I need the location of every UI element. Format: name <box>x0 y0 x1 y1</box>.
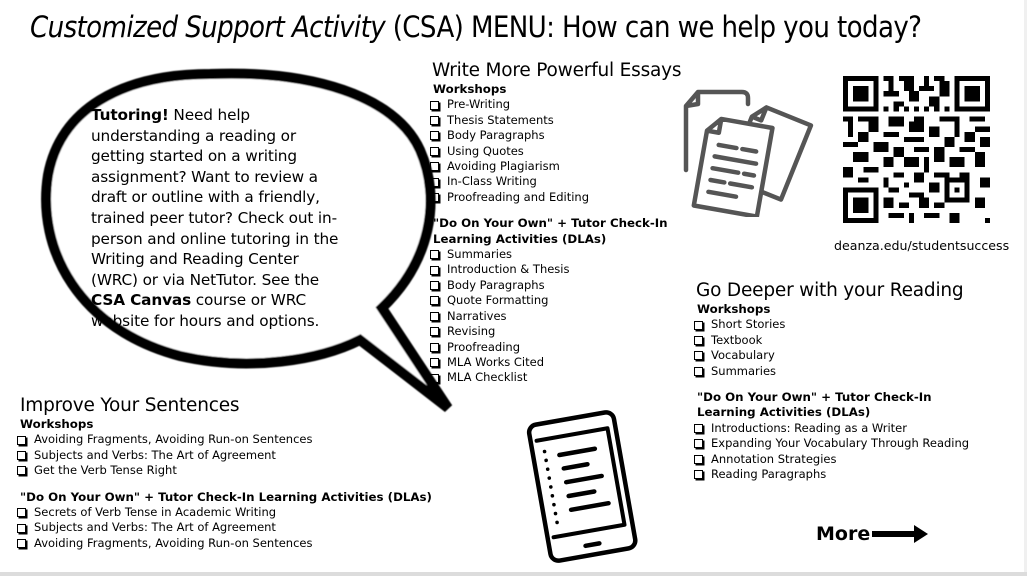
qr-url[interactable]: deanza.edu/studentsuccess <box>834 238 1010 253</box>
checkbox-icon[interactable] <box>17 508 26 517</box>
reading-workshops-label: Workshops <box>697 302 771 316</box>
list-item[interactable]: Proofreading <box>429 340 681 355</box>
sentences-dla-list <box>16 505 432 551</box>
checkbox-icon[interactable] <box>430 358 439 367</box>
sentences-workshops-list <box>16 432 432 478</box>
checkbox-icon[interactable] <box>694 351 703 360</box>
checkbox-icon[interactable] <box>430 312 439 321</box>
essays-workshops-label: Workshops <box>433 82 507 96</box>
list-item[interactable]: Introductions: Reading as a Writer <box>693 421 969 436</box>
reading-dla-label: "Do On Your Own" + Tutor Check-In Learning Activities (DLAs) <box>697 390 932 420</box>
list-item[interactable]: Vocabulary <box>693 348 969 363</box>
checkbox-icon[interactable] <box>430 281 439 290</box>
list-item[interactable]: Quote Formatting <box>429 293 681 308</box>
checkbox-icon[interactable] <box>694 321 703 330</box>
list-item[interactable]: Narratives <box>429 309 681 324</box>
list-item[interactable]: Annotation Strategies <box>693 452 969 467</box>
list-item[interactable]: MLA Works Cited <box>429 355 681 370</box>
ereader-icon <box>525 405 645 565</box>
checkbox-icon[interactable] <box>17 451 26 460</box>
list-item[interactable]: Textbook <box>693 333 969 348</box>
checkbox-icon[interactable] <box>17 466 26 475</box>
list-item[interactable]: Body Paragraphs <box>429 128 681 143</box>
list-item[interactable]: Summaries <box>429 247 681 262</box>
csa-canvas-link[interactable]: CSA Canvas <box>91 291 192 310</box>
list-item[interactable]: Expanding Your Vocabulary Through Reading <box>693 436 969 451</box>
checkbox-icon[interactable] <box>430 374 439 383</box>
qr-code[interactable] <box>843 76 990 223</box>
bottom-border <box>0 572 1027 576</box>
checkbox-icon[interactable] <box>430 250 439 259</box>
checkbox-icon[interactable] <box>430 178 439 187</box>
list-item[interactable]: Introduction & Thesis <box>429 262 681 277</box>
sentences-section <box>20 395 432 551</box>
essays-workshops-list <box>429 97 681 205</box>
list-item[interactable]: Subjects and Verbs: The Art of Agreement <box>16 448 432 463</box>
checkbox-icon[interactable] <box>430 343 439 352</box>
checkbox-icon[interactable] <box>694 424 703 433</box>
tutoring-text: Tutoring! Need help understanding a reading or getting started on a writing assignment? Want to review a draft or outline with a friendly, trained peer tutor? Check out in-person and online tutoring in the Writing and Reading Center (WRC) or via NetTutor. See the CSA Canvas course or WRC website for hours and options. <box>91 106 339 330</box>
sentences-heading: Improve Your Sentences <box>20 395 240 416</box>
checkbox-icon[interactable] <box>694 455 703 464</box>
checkbox-icon[interactable] <box>17 436 26 445</box>
checkbox-icon[interactable] <box>17 539 26 548</box>
essays-heading: Write More Powerful Essays <box>432 60 682 81</box>
list-item[interactable]: Using Quotes <box>429 144 681 159</box>
more-button[interactable] <box>816 523 928 545</box>
checkbox-icon[interactable] <box>430 101 439 110</box>
checkbox-icon[interactable] <box>694 367 703 376</box>
list-item[interactable]: Summaries <box>693 364 969 379</box>
reading-workshops-list <box>693 317 969 379</box>
list-item[interactable]: Revising <box>429 324 681 339</box>
list-item[interactable]: Body Paragraphs <box>429 278 681 293</box>
checkbox-icon[interactable] <box>694 336 703 345</box>
checkbox-icon[interactable] <box>430 296 439 305</box>
checkbox-icon[interactable] <box>430 327 439 336</box>
documents-icon <box>680 82 815 217</box>
reading-dla-list <box>693 421 969 483</box>
checkbox-icon[interactable] <box>17 524 26 533</box>
checkbox-icon[interactable] <box>430 266 439 275</box>
list-item[interactable]: MLA Checklist <box>429 370 681 385</box>
more-label: More <box>816 523 871 545</box>
title-rest: (CSA) MENU: How can we help you today? <box>385 10 922 44</box>
essays-section <box>432 60 681 386</box>
checkbox-icon[interactable] <box>430 162 439 171</box>
title-italic: Customized Support Activity <box>30 10 386 44</box>
list-item[interactable]: Get the Verb Tense Right <box>16 463 432 478</box>
list-item[interactable]: Avoiding Fragments, Avoiding Run-on Sentences <box>16 536 432 551</box>
reading-heading: Go Deeper with your Reading <box>696 280 964 301</box>
list-item[interactable]: In-Class Writing <box>429 174 681 189</box>
list-item[interactable]: Proofreading and Editing <box>429 190 681 205</box>
sentences-workshops-label: Workshops <box>20 417 94 431</box>
arrow-right-icon <box>872 525 928 543</box>
tutoring-lead: Tutoring! <box>91 106 169 124</box>
list-item[interactable]: Reading Paragraphs <box>693 467 969 482</box>
essays-dla-list <box>429 247 681 386</box>
sentences-dla-label: "Do On Your Own" + Tutor Check-In Learning Activities (DLAs) <box>20 489 432 504</box>
checkbox-icon[interactable] <box>430 193 439 202</box>
list-item[interactable]: Short Stories <box>693 317 969 332</box>
list-item[interactable]: Avoiding Plagiarism <box>429 159 681 174</box>
list-item[interactable]: Pre-Writing <box>429 97 681 112</box>
checkbox-icon[interactable] <box>430 131 439 140</box>
essays-dla-label: "Do On Your Own" + Tutor Check-In Learning Activities (DLAs) <box>433 216 668 246</box>
list-item[interactable]: Avoiding Fragments, Avoiding Run-on Sentences <box>16 432 432 447</box>
checkbox-icon[interactable] <box>430 116 439 125</box>
checkbox-icon[interactable] <box>694 470 703 479</box>
checkbox-icon[interactable] <box>430 147 439 156</box>
checkbox-icon[interactable] <box>694 439 703 448</box>
list-item[interactable]: Secrets of Verb Tense in Academic Writing <box>16 505 432 520</box>
list-item[interactable]: Thesis Statements <box>429 113 681 128</box>
list-item[interactable]: Subjects and Verbs: The Art of Agreement <box>16 520 432 535</box>
reading-section <box>696 280 969 482</box>
